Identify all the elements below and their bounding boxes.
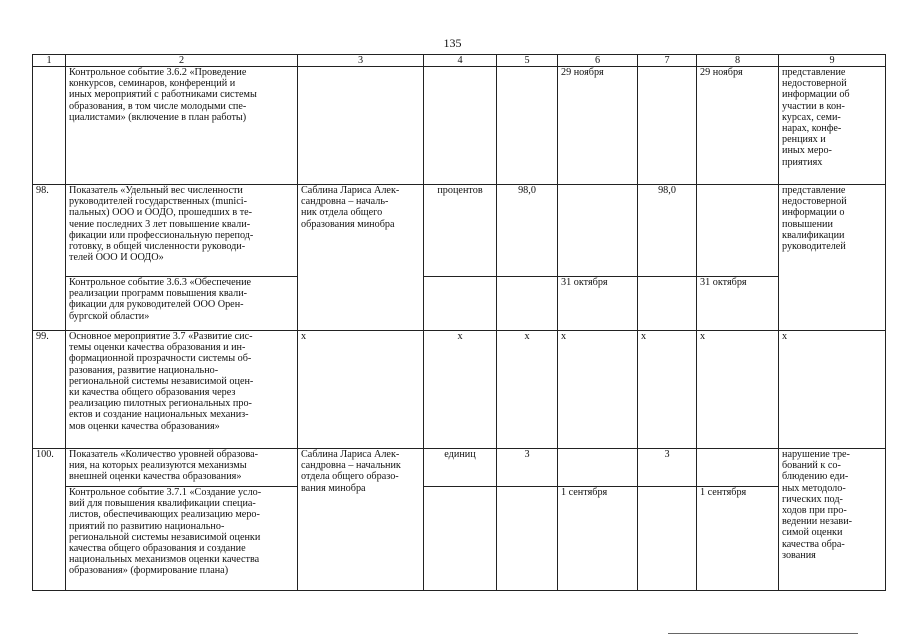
column-header: 1 <box>33 55 66 67</box>
row-number: 99. <box>33 331 66 449</box>
cell-col8: x <box>697 331 779 449</box>
row-number <box>33 67 66 185</box>
cell-col8: 29 ноября <box>697 67 779 185</box>
cell-col5 <box>497 67 558 185</box>
cell-risk: x <box>779 331 886 449</box>
table-row-event-3-6-3 <box>33 277 886 331</box>
event-text: Контрольное событие 3.6.2 «Проведение конкурсов, семинаров, конференций и иных мероприятий с работниками системы образования, в том числе молодыми спе- циалистами» (включение в план работы) <box>66 67 298 185</box>
cell-col6: 29 ноября <box>558 67 638 185</box>
indicator-text: Показатель «Количество уровней образова- ния, на которых реализуются механизмы внешней оценки качества образования» <box>66 449 298 487</box>
cell-col7: 3 <box>638 449 697 487</box>
cell-col8 <box>697 449 779 487</box>
cell-col5: 3 <box>497 449 558 487</box>
column-header: 9 <box>779 55 886 67</box>
cell-risk: представление недостоверной информации о повышении квалификации руководителей <box>779 185 886 331</box>
table-row-event-3-7-1 <box>33 487 886 591</box>
cell-col7 <box>638 487 697 591</box>
cell-col5 <box>497 487 558 591</box>
cell-unit <box>424 67 497 185</box>
cell-col6: x <box>558 331 638 449</box>
table-row-99 <box>33 331 886 449</box>
cell-responsible: Саблина Лариса Алек- сандровна – начальник отдела общего образо- вания минобра <box>298 449 424 591</box>
column-header: 8 <box>697 55 779 67</box>
footer-rule <box>668 633 858 634</box>
cell-col8: 31 октября <box>697 277 779 331</box>
cell-responsible: x <box>298 331 424 449</box>
table-row-100 <box>33 449 886 487</box>
cell-risk: представление недостоверной информации об участии в кон- курсах, семи- нарах, конфе- ренциях и иных меро- приятиях <box>779 67 886 185</box>
indicator-text: Показатель «Удельный вес численности руководителей государственных (munici- пальных) ООО и ООДО, прошедших в те- чение последних 3 лет повышение квали- фикации или профессиональную перепод- готовку, в общей численности руководи- телей ООО И ООДО» <box>66 185 298 277</box>
column-header: 5 <box>497 55 558 67</box>
row-number: 100. <box>33 449 66 591</box>
column-header: 4 <box>424 55 497 67</box>
column-header: 2 <box>66 55 298 67</box>
cell-col8 <box>697 185 779 277</box>
column-header: 7 <box>638 55 697 67</box>
column-header: 6 <box>558 55 638 67</box>
cell-unit: единиц <box>424 449 497 487</box>
cell-col6: 31 октября <box>558 277 638 331</box>
cell-responsible <box>298 67 424 185</box>
activity-text: Основное мероприятие 3.7 «Развитие сис- темы оценки качества образования и ин- формационной прозрачности системы об- разования, развитие национально- региональной системы независимой оцен- ки качества общего образования через реализацию пилотных региональных про- ектов и создание национальных механиз- мов оценки качества образования» <box>66 331 298 449</box>
cell-col6: 1 сентября <box>558 487 638 591</box>
event-text: Контрольное событие 3.7.1 «Создание усло- вий для повышения квалификации специа- листов, обеспечивающих реализацию меро- приятий по развитию национально- региональной системы независимой оценки качества общего образования и создание национальных механизмов оценки качества образования» (формирование плана) <box>66 487 298 591</box>
event-text: Контрольное событие 3.6.3 «Обеспечение реализации программ повышения квали- фикации для руководителей ООО Орен- бургской области» <box>66 277 298 331</box>
cell-col6 <box>558 185 638 277</box>
document-table <box>32 54 886 591</box>
table-row-event-3-6-2 <box>33 67 886 185</box>
cell-col7: x <box>638 331 697 449</box>
cell-col5 <box>497 277 558 331</box>
table-row-98 <box>33 185 886 277</box>
cell-col6 <box>558 449 638 487</box>
cell-col7 <box>638 277 697 331</box>
cell-col5: 98,0 <box>497 185 558 277</box>
cell-col7: 98,0 <box>638 185 697 277</box>
cell-unit: процентов <box>424 185 497 277</box>
cell-unit: x <box>424 331 497 449</box>
column-header: 3 <box>298 55 424 67</box>
cell-risk: нарушение тре- бований к со- блюдению еди- ных методоло- гических под- ходов при про- ведении незави- симой оценки качества обра- зования <box>779 449 886 591</box>
page-number: 135 <box>443 36 462 50</box>
cell-unit <box>424 487 497 591</box>
cell-col8: 1 сентября <box>697 487 779 591</box>
cell-col7 <box>638 67 697 185</box>
cell-unit <box>424 277 497 331</box>
row-number: 98. <box>33 185 66 331</box>
column-number-row <box>33 55 886 67</box>
cell-col5: x <box>497 331 558 449</box>
cell-responsible: Саблина Лариса Алек- сандровна – началь- ник отдела общего образования минобра <box>298 185 424 331</box>
